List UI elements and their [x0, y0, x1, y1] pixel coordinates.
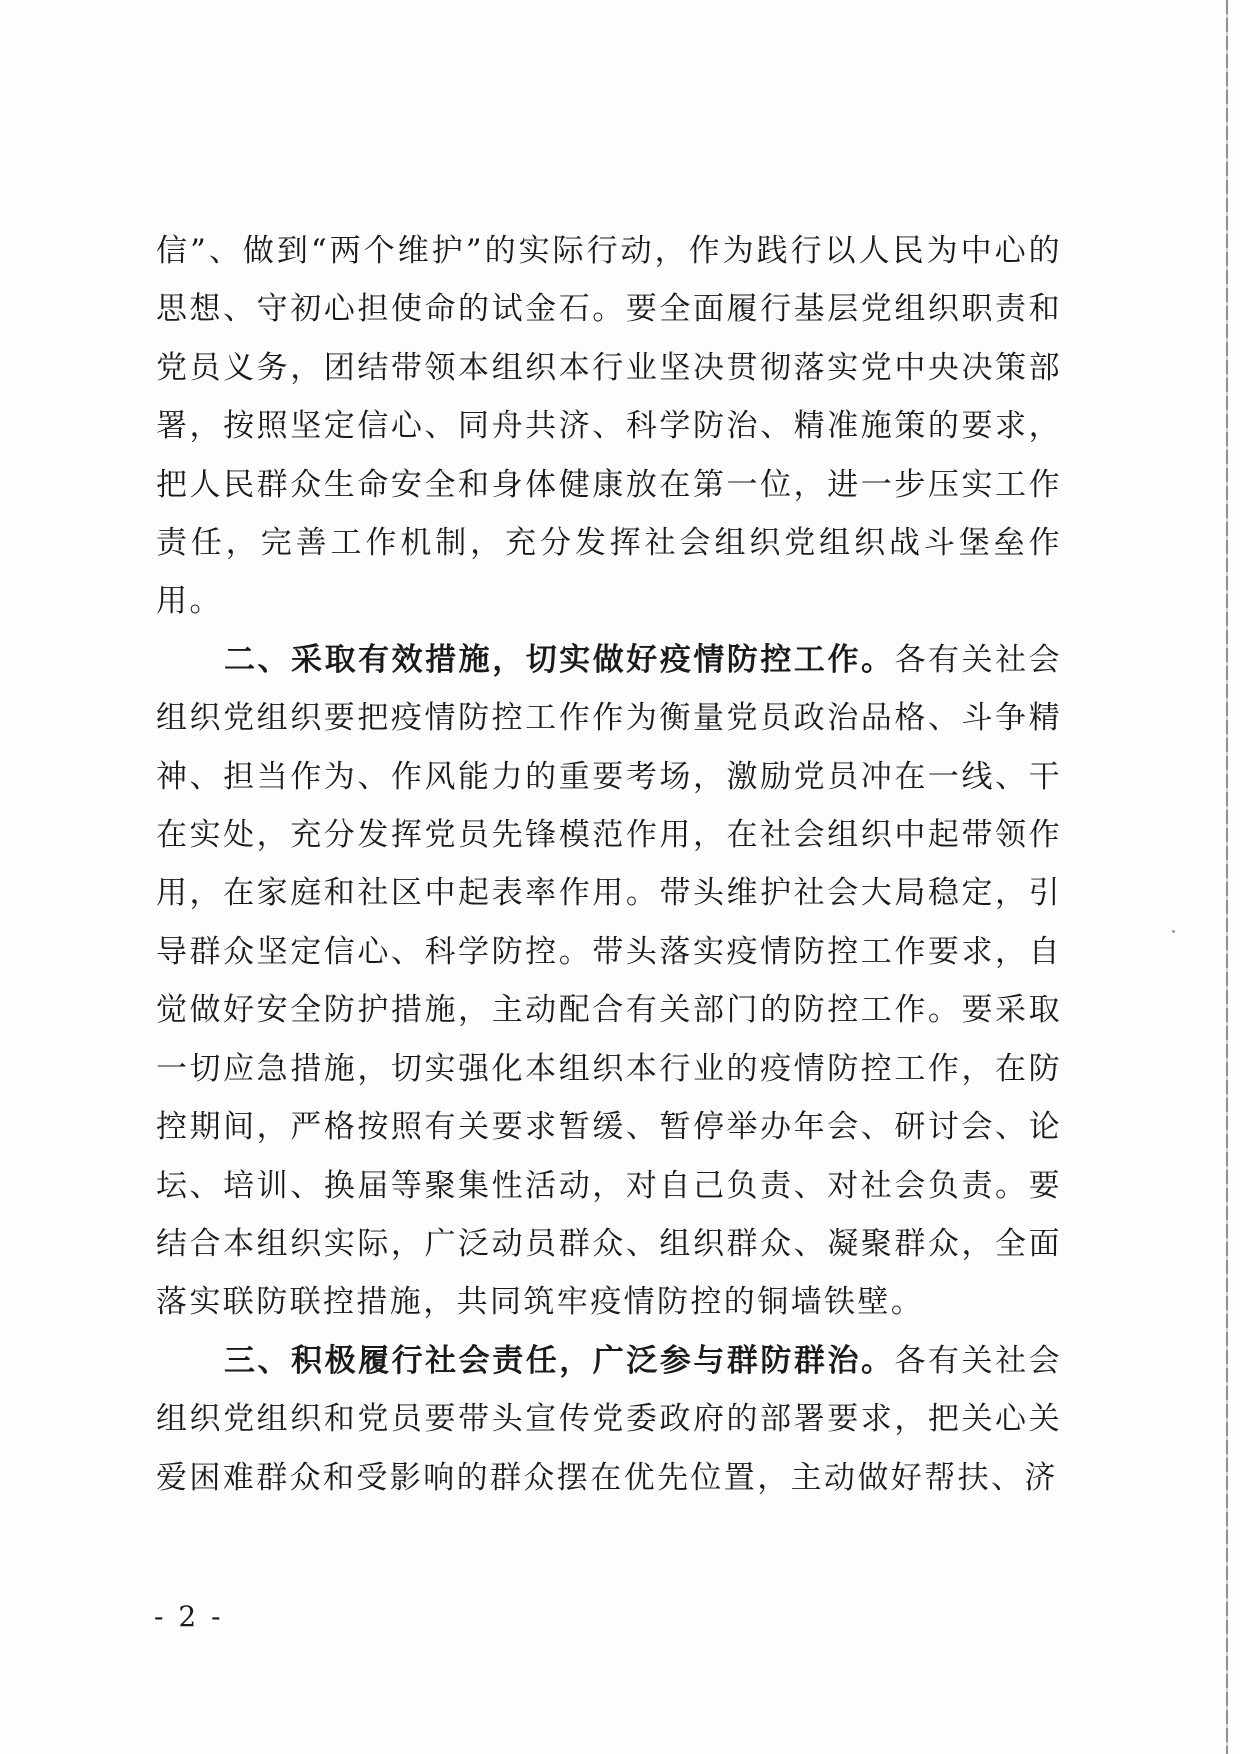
- page-number: - 2 -: [154, 1600, 224, 1633]
- paragraph-2-body: 各有关社会组织党组织要把疫情防控工作作为衡量党员政治品格、斗争精神、担当作为、作风能力的重要考场，激励党员冲在一线、干在实处，充分发挥党员先锋模范作用，在社会组织中起带领作用，在家庭和社区中起表率作用。带头维护社会大局稳定，引导群众坚定信心、科学防控。带头落实疫情防控工作要求，自觉做好安全防护措施，主动配合有关部门的防控工作。要采取一切应急措施，切实强化本组织本行业的疫情防控工作，在防控期间，严格按照有关要求暂缓、暂停举办年会、研讨会、论坛、培训、换届等聚集性活动，对自己负责、对社会负责。要结合本组织实际，广泛动员群众、组织群众、凝聚群众，全面落实联防联控措施，共同筑牢疫情防控的铜墙铁壁。: [156, 641, 1062, 1321]
- paragraph-1: [156, 222, 1062, 631]
- document-body: [156, 222, 1062, 1507]
- paragraph-2: [156, 631, 1062, 1332]
- paragraph-2-heading: 二、采取有效措施，切实做好疫情防控工作。: [224, 641, 895, 678]
- paragraph-3-heading: 三、积极履行社会责任，广泛参与群防群治。: [224, 1342, 895, 1379]
- scan-speck: [1172, 930, 1175, 933]
- paragraph-3: [156, 1332, 1062, 1507]
- paragraph-3-body: 各有关社会组织党组织和党员要带头宣传党委政府的部署要求，把关心关爱困难群众和受影响的群众摆在优先位置，主动做好帮扶、济: [156, 1342, 1062, 1496]
- paragraph-1-text: 信”、做到“两个维护”的实际行动，作为践行以人民为中心的思想、守初心担使命的试金石。要全面履行基层党组织职责和党员义务，团结带领本组织本行业坚决贯彻落实党中央决策部署，按照坚定信心、同舟共济、科学防治、精准施策的要求，把人民群众生命安全和身体健康放在第一位，进一步压实工作责任，完善工作机制，充分发挥社会组织党组织战斗堡垒作用。: [156, 233, 1062, 620]
- scan-edge-line: [1226, 0, 1228, 1754]
